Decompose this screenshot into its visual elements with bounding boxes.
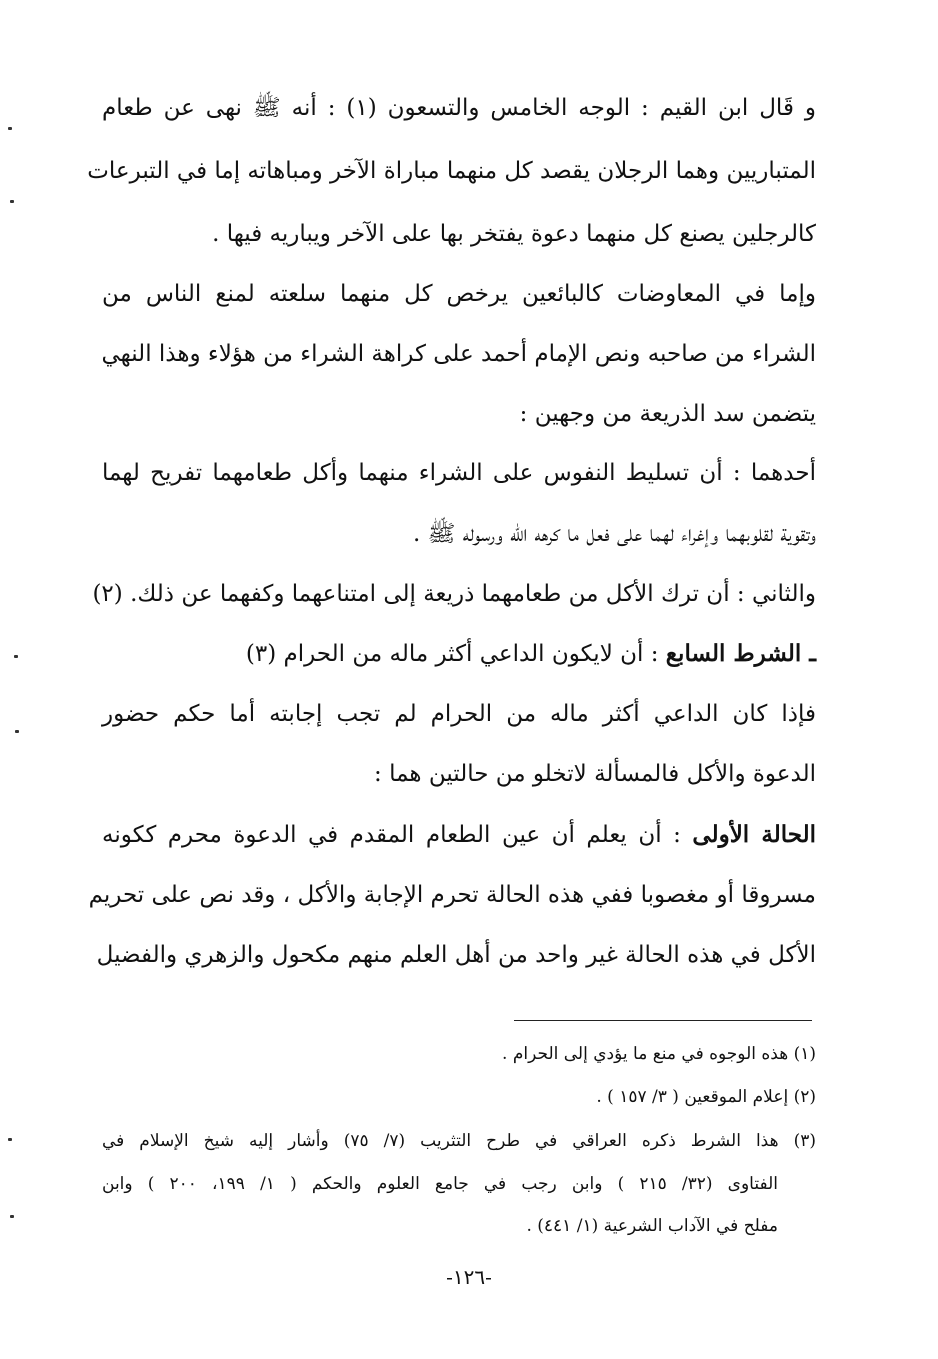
body-line-14: مسروقا أو مغصوبا ففي هذه الحالة تحرم الإجابة والأكل ، وقد نص على تحريم [88,882,816,908]
scan-speck [15,730,19,733]
body-line-5: الشراء من صاحبه ونص الإمام أحمد على كراهة الشراء من هؤلاء وهذا النهي [101,341,816,367]
footnote-3-line-2: الفتاوى (٣٢/ ٢١٥ ) وابن رجب في جامع العلوم والحكم ( ١/ ١٩٩، ٢٠٠ ) وابن [102,1174,778,1194]
body-line-8: وتقوية لقلوبهما وإغراء لهما على فعل ما كرهه الله ورسوله ﷺ . [413,521,816,547]
body-line-3: كالرجلين يصنع كل منهما دعوة يفتخر بها على الآخر ويباريه فيها . [212,221,816,247]
body-line-11: فإذا كان الداعي أكثر ماله من الحرام لم تجب إجابته أما حكم حضور [102,701,816,727]
footnote-1: (١) هذه الوجوه في منع ما يؤدي إلى الحرام . [502,1044,816,1064]
body-line-9: والثاني : أن ترك الأكل من طعامهما ذريعة إلى امتناعهما وكفهما عن ذلك. (٢) [92,581,816,607]
first-case-text: : أن يعلم أن عين الطعام المقدم في الدعوة محرم ككونه [102,822,693,848]
scan-speck [14,655,18,658]
body-line-12: الدعوة والأكل فالمسألة لاتخلو من حالتين هما : [374,761,816,787]
seventh-condition-label: ـ الشرط السابع [665,640,816,667]
body-line-15: الأكل في هذه الحالة غير واحد من أهل العلم منهم مكحول والزهري والفضيل [96,942,816,968]
scan-speck [8,1138,12,1141]
scan-speck [8,127,12,130]
body-line-1: و قَال ابن القيم : الوجه الخامس والتسعون (١) : أنه ﷺ نهى عن طعام [102,95,816,121]
scan-speck [10,1215,14,1218]
body-line-4: وإما في المعاوضات كالبائعين يرخص كل منهما سلعته لمنع الناس من [102,281,816,307]
seventh-condition-line [102,636,816,672]
footnote-3-line-1: (٣) هذا الشرط ذكره العراقي في طرح التثريب (٧/ ٧٥) وأشار إليه شيخ الإسلام في [102,1131,816,1151]
body-line-7: أحدهما : أن تسليط النفوس على الشراء منهما وأكل طعامهما تفريح لهما [102,460,816,486]
body-line-2: المتباريين وهما الرجلان يقصد كل منهما مباراة الآخر ومباهاته إما في التبرعات [87,158,816,184]
footnote-separator [514,1020,812,1021]
page-number: -١٢٦- [446,1265,492,1289]
scan-speck [10,200,14,203]
footnote-2: (٢) إعلام الموقعين ( ٣/ ١٥٧ ) . [596,1087,816,1107]
body-line-6: يتضمن سد الذريعة من وجهين : [519,401,816,427]
first-case-label: الحالة الأولى [692,821,816,848]
footnote-3-line-3: مفلح في الآداب الشرعية (١/ ٤٤١) . [526,1216,778,1236]
seventh-condition-text: : أن لايكون الداعي أكثر ماله من الحرام (٣) [245,641,666,667]
first-case-line [102,817,816,853]
